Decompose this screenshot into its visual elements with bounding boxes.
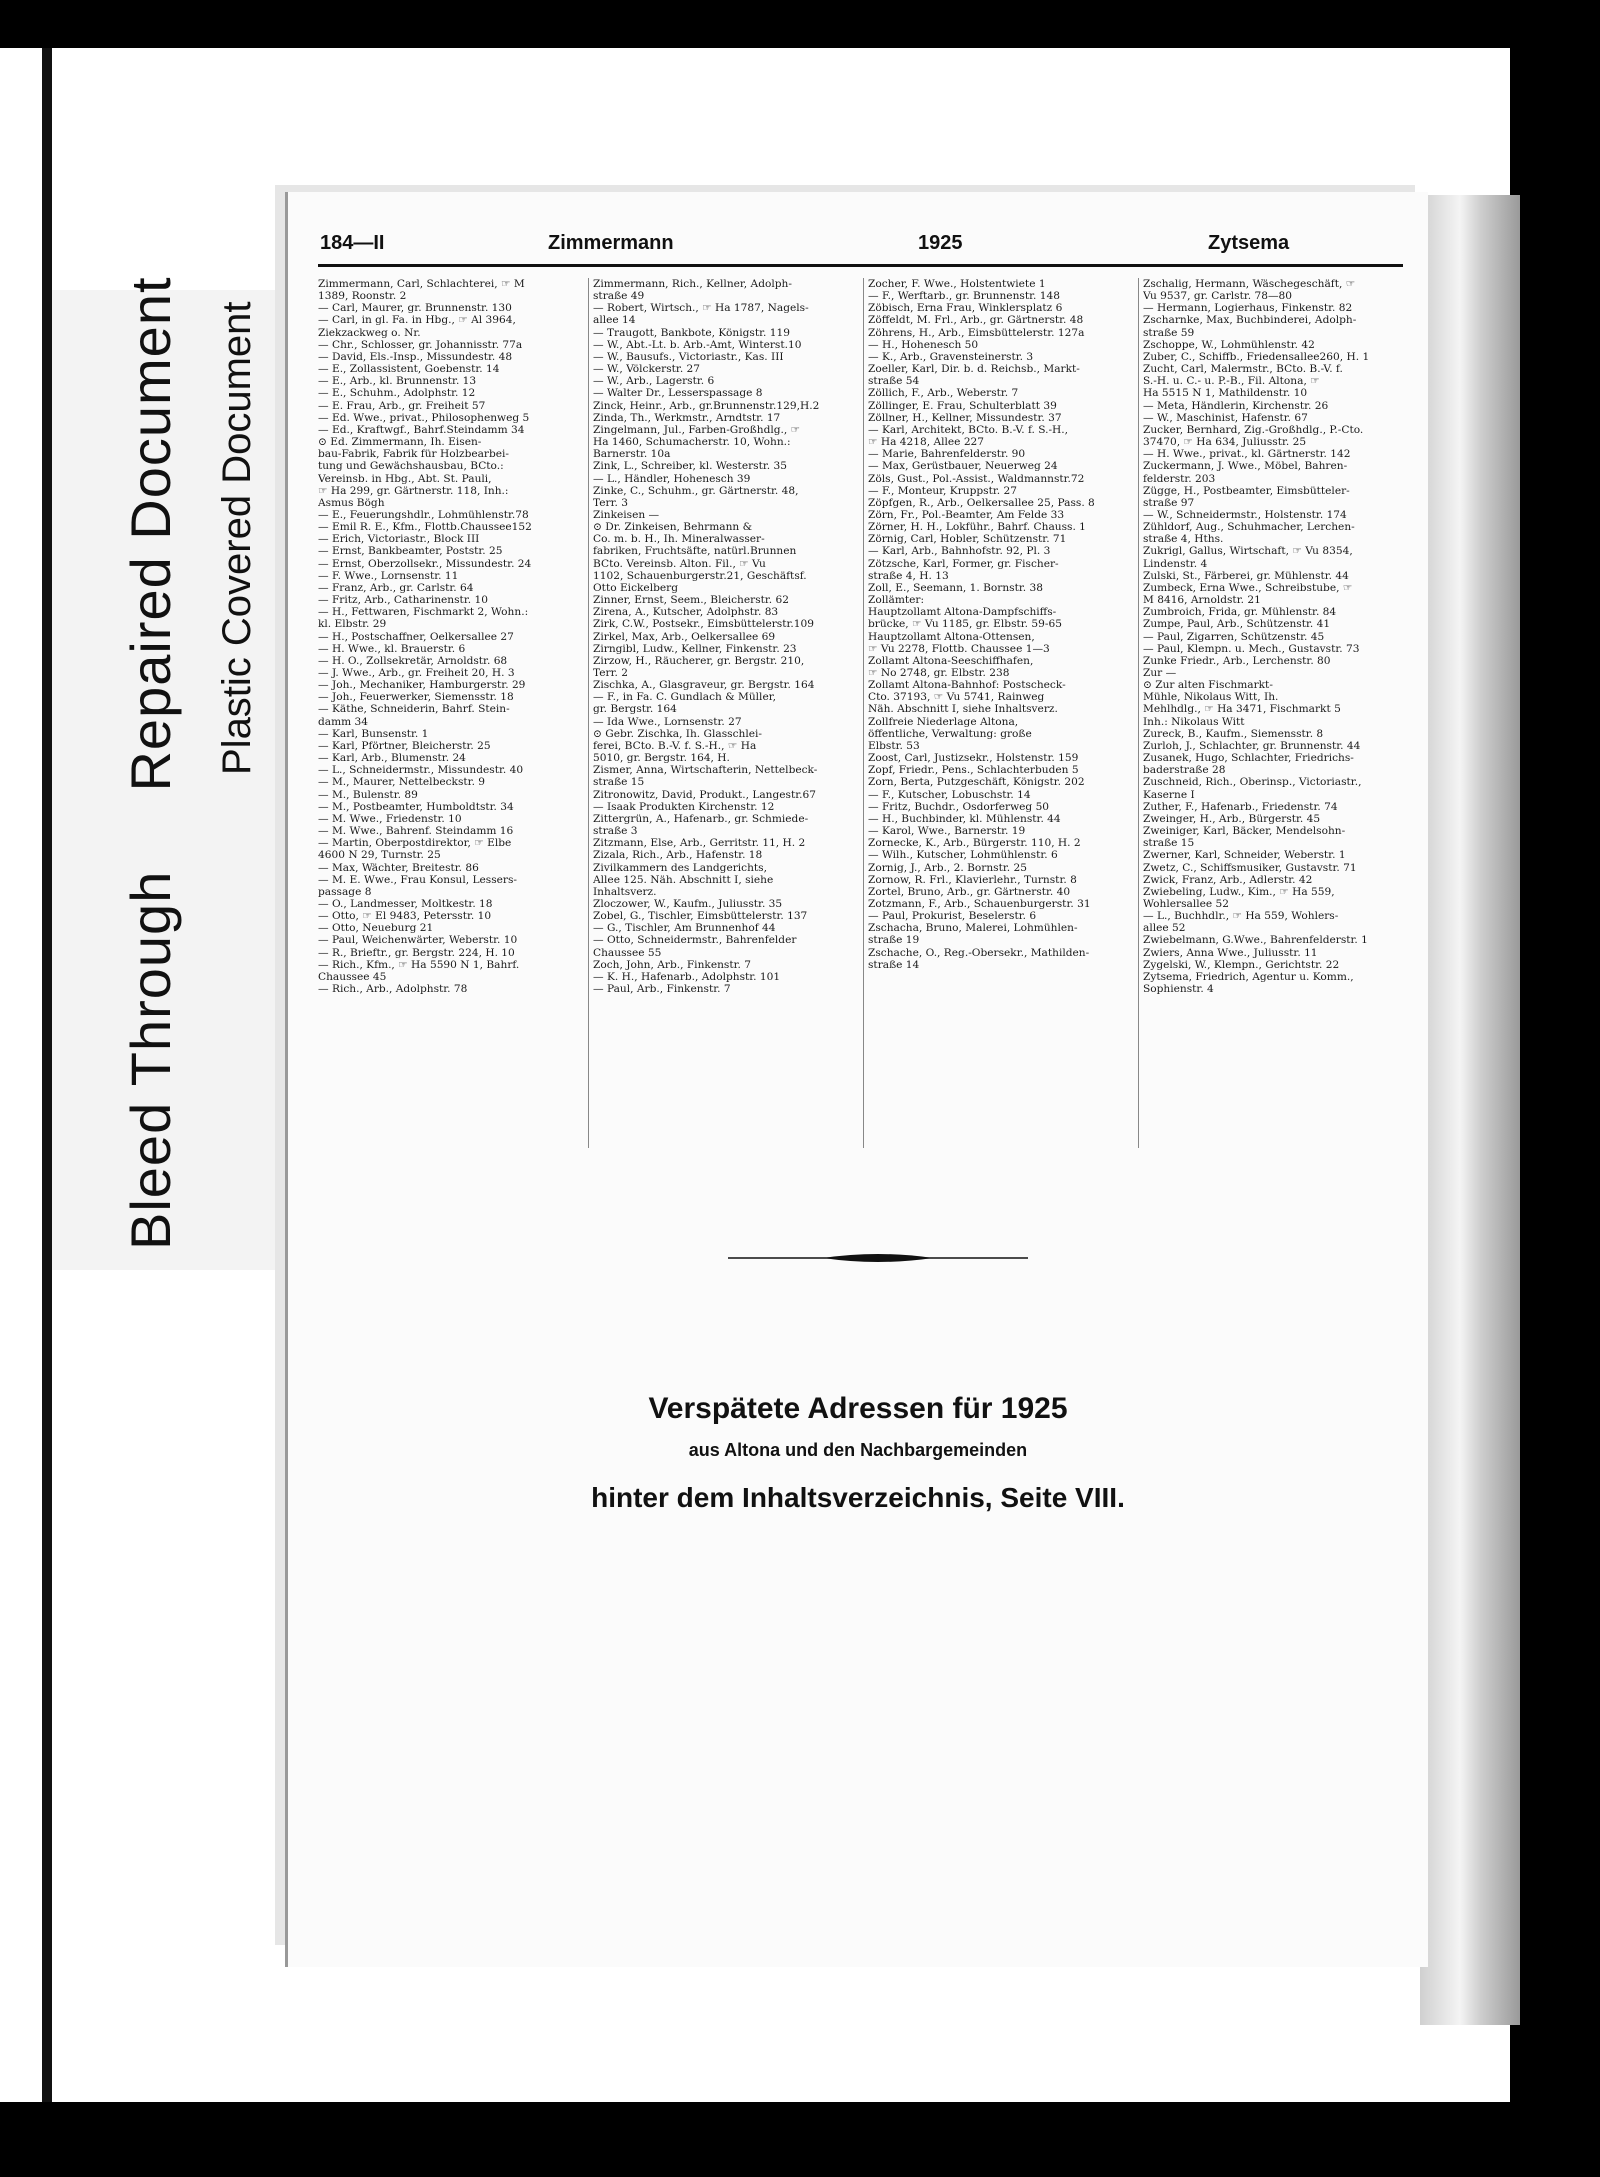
directory-entry: — H., Fettwaren, Fischmarkt 2, Wohn.: — [318, 606, 529, 619]
directory-entry: straße 49 — [593, 290, 645, 303]
directory-entry: Zusanek, Hugo, Schlachter, Friedrichs- — [1143, 752, 1354, 765]
directory-entry: Mühle, Nikolaus Witt, Ih. — [1143, 691, 1279, 704]
directory-entry: Zumbroich, Frida, gr. Mühlenstr. 84 — [1143, 606, 1337, 619]
directory-column — [1143, 278, 1411, 995]
directory-entry: Co. m. b. H., Ih. Mineralwasser- — [593, 533, 765, 546]
directory-entry: Zitronowitz, David, Produkt., Langestr.67 — [593, 788, 816, 801]
directory-entry: straße 15 — [593, 776, 645, 789]
directory-entry: Zörnig, Carl, Hobler, Schützenstr. 71 — [868, 533, 1067, 546]
directory-entry: Zur — — [1143, 667, 1177, 679]
directory-entry: 4600 N 29, Turnstr. 25 — [318, 849, 441, 862]
directory-entry: Zizala, Rich., Arb., Hafenstr. 18 — [593, 849, 763, 862]
directory-entry: — L., Händler, Hohenesch 39 — [593, 472, 751, 485]
directory-entry: Zornow, R. Frl., Klavierlehr., Turnstr. 8 — [868, 873, 1077, 886]
directory-entry: — Hermann, Logierhaus, Finkenstr. 82 — [1143, 302, 1353, 315]
directory-entry: Zöpfgen, R., Arb., Oelkersallee 25, Pass. 8 — [868, 496, 1095, 509]
directory-entry: Zoeller, Karl, Dir. b. d. Reichsb., Markt- — [868, 363, 1080, 376]
directory-entry: Näh. Abschnitt I, siehe Inhaltsverz. — [868, 703, 1058, 716]
directory-entry: Zollämter: — [868, 594, 925, 607]
directory-entry: Zirkel, Max, Arb., Oelkersallee 69 — [593, 630, 776, 643]
directory-entry: Elbstr. 53 — [868, 739, 920, 752]
directory-entry: fabriken, Fruchtsäfte, natürl.Brunnen — [593, 545, 797, 558]
directory-entry: — H. O., Zollsekretär, Arnoldstr. 68 — [318, 654, 508, 667]
directory-entry: baderstraße 28 — [1143, 764, 1226, 777]
page-edge — [1420, 195, 1520, 2025]
directory-entry: — W., Bausufs., Victoriastr., Kas. III — [593, 350, 784, 363]
directory-entry: — Karl, Pförtner, Bleicherstr. 25 — [318, 739, 491, 752]
directory-entry: Zwiebelmann, G.Wwe., Bahrenfelderstr. 1 — [1143, 934, 1368, 947]
directory-entry: straße 4, Hths. — [1143, 533, 1224, 546]
directory-entry: Lindenstr. 4 — [1143, 557, 1208, 570]
directory-entry: — L., Schneidermstr., Missundestr. 40 — [318, 764, 524, 777]
directory-entry: S.-H. u. C.- u. P.-B., Fil. Altona, ☞ — [1143, 375, 1320, 388]
directory-entry: — Ernst, Oberzollsekr., Missundestr. 24 — [318, 557, 532, 570]
directory-entry: Zirngibl, Ludw., Kellner, Finkenstr. 23 — [593, 642, 797, 655]
directory-entry: Ha 1460, Schumacherstr. 10, Wohn.: — [593, 436, 791, 449]
directory-entry: Zweiniger, Karl, Bäcker, Mendelsohn- — [1143, 825, 1346, 838]
directory-entry: 1102, Schauenburgerstr.21, Geschäftsf. — [593, 569, 807, 582]
directory-entry: — Ida Wwe., Lornsenstr. 27 — [593, 715, 742, 728]
directory-entry: — Meta, Händlerin, Kirchenstr. 26 — [1143, 399, 1329, 412]
directory-entry: — E., Arb., kl. Brunnenstr. 13 — [318, 375, 477, 388]
directory-entry: Wohlersallee 52 — [1143, 897, 1230, 910]
directory-entry: — Paul, Weichenwärter, Weberstr. 10 — [318, 934, 518, 947]
directory-entry: ferei, BCto. B.-V. f. S.-H., ☞ Ha — [593, 739, 757, 752]
header-year: 1925 — [918, 232, 963, 254]
directory-entry: Cto. 37193, ☞ Vu 5741, Rainweg — [868, 691, 1045, 704]
directory-entry: — Traugott, Bankbote, Königstr. 119 — [593, 326, 790, 339]
directory-entry: — M., Maurer, Nettelbeckstr. 9 — [318, 776, 486, 789]
directory-entry: Zingelmann, Jul., Farben-Großhdlg., ☞ — [593, 423, 801, 436]
directory-entry: — M. Wwe., Bahrenf. Steindamm 16 — [318, 825, 514, 838]
column-divider — [863, 278, 864, 1148]
directory-entry: ⊙ Ed. Zimmermann, Ih. Eisen- — [318, 436, 482, 449]
directory-entry: Zivilkammern des Landgerichts, — [593, 861, 767, 874]
directory-entry: Zinner, Ernst, Seem., Bleicherstr. 62 — [593, 594, 790, 607]
directory-entry: Otto Eickelberg — [593, 581, 678, 594]
directory-entry: — Otto, Schneidermstr., Bahrenfelder — [593, 934, 797, 947]
directory-entry: kl. Elbstr. 29 — [318, 618, 387, 631]
directory-entry: Zoost, Carl, Justizsekr., Holstenstr. 159 — [868, 752, 1079, 765]
scan-border-bottom — [0, 2102, 1600, 2177]
directory-entry: Zocher, F. Wwe., Holstentwiete 1 — [868, 278, 1046, 290]
directory-entry: Zweinger, H., Arb., Bürgerstr. 45 — [1143, 812, 1321, 825]
directory-entry: Zöffeldt, M. Frl., Arb., gr. Gärtnerstr. 48 — [868, 314, 1084, 327]
directory-entry: Zortel, Bruno, Arb., gr. Gärtnerstr. 40 — [868, 885, 1071, 898]
directory-entry: Zschoppe, W., Lohmühlenstr. 42 — [1143, 338, 1315, 351]
directory-entry: Zimmermann, Rich., Kellner, Adolph- — [593, 278, 792, 290]
directory-entry: Zöhrens, H., Arb., Eimsbüttelerstr. 127a — [868, 326, 1085, 339]
directory-entry: Zügge, H., Postbeamter, Eimsbütteler- — [1143, 484, 1350, 497]
directory-entry: Zinkeisen — — [593, 508, 660, 521]
directory-entry: Zirena, A., Kutscher, Adolphstr. 83 — [593, 606, 779, 619]
directory-entry: passage 8 — [318, 885, 372, 898]
directory-entry: — H. Wwe., privat., kl. Gärtnerstr. 142 — [1143, 448, 1351, 461]
directory-entry: Zotzmann, F., Arb., Schauenburgerstr. 31 — [868, 897, 1091, 910]
directory-entry: Barnerstr. 10a — [593, 448, 671, 461]
directory-entry: Zwick, Franz, Arb., Adlerstr. 42 — [1143, 873, 1313, 886]
directory-entry: Zwerner, Karl, Schneider, Weberstr. 1 — [1143, 849, 1346, 862]
directory-entry: — Robert, Wirtsch., ☞ Ha 1787, Nagels- — [593, 302, 809, 315]
directory-entry: — W., Abt.-Lt. b. Arb.-Amt, Winterst.10 — [593, 338, 802, 351]
directory-entry: öffentliche, Verwaltung: große — [868, 727, 1032, 740]
directory-entry: tung und Gewächshausbau, BCto.: — [318, 460, 504, 473]
directory-entry: — Käthe, Schneiderin, Bahrf. Stein- — [318, 703, 510, 716]
directory-entry: Zukrigl, Gallus, Wirtschaft, ☞ Vu 8354, — [1143, 545, 1353, 558]
directory-entry: Zornecke, K., Arb., Bürgerstr. 110, H. 2 — [868, 837, 1081, 850]
directory-entry: Zscharnke, Max, Buchbinderei, Adolph- — [1143, 314, 1357, 327]
directory-entry: ⊙ Dr. Zinkeisen, Behrmann & — [593, 521, 753, 534]
directory-column — [593, 278, 861, 995]
column-divider — [588, 278, 589, 1148]
directory-entry: Zuckermann, J. Wwe., Möbel, Bahren- — [1143, 460, 1348, 473]
scan-border-top — [0, 0, 1600, 48]
directory-entry: Zurloh, J., Schlachter, gr. Brunnenstr. 44 — [1143, 739, 1361, 752]
directory-entry: Zornig, J., Arb., 2. Bornstr. 25 — [868, 861, 1027, 874]
directory-entry: — J. Wwe., Arb., gr. Freiheit 20, H. 3 — [318, 667, 515, 679]
directory-entry: — O., Landmesser, Moltkestr. 18 — [318, 897, 493, 910]
directory-entry: Terr. 3 — [593, 496, 628, 509]
directory-entry: 37470, ☞ Ha 634, Juliusstr. 25 — [1143, 436, 1307, 449]
directory-entry: straße 19 — [868, 934, 920, 947]
directory-entry: — E., Feuerungshdlr., Lohmühlenstr.78 — [318, 508, 529, 521]
directory-entry: Sophienstr. 4 — [1143, 983, 1214, 996]
directory-entry: — M. E. Wwe., Frau Konsul, Lessers- — [318, 873, 517, 886]
directory-entry: — Karol, Wwe., Barnerstr. 19 — [868, 825, 1026, 838]
directory-entry: ☞ No 2748, gr. Elbstr. 238 — [868, 667, 1010, 679]
directory-entry: — Karl, Arb., Bahnhofstr. 92, Pl. 3 — [868, 545, 1051, 558]
directory-entry: Zitzmann, Else, Arb., Gerritstr. 11, H. 2 — [593, 837, 806, 850]
directory-entry: — W., Arb., Lagerstr. 6 — [593, 375, 715, 388]
directory-entry: Zwiebeling, Ludw., Kim., ☞ Ha 559, — [1143, 885, 1335, 898]
directory-entry: Zühldorf, Aug., Schuhmacher, Lerchen- — [1143, 521, 1355, 534]
directory-entry: Zunke Friedr., Arb., Lerchenstr. 80 — [1143, 654, 1331, 667]
directory-entry: — Joh., Feuerwerker, Siemensstr. 18 — [318, 691, 514, 704]
header-rule — [318, 264, 1403, 267]
directory-entry: — Paul, Arb., Finkenstr. 7 — [593, 983, 731, 996]
directory-entry: — Carl, in gl. Fa. in Hbg., ☞ Al 3964, — [318, 314, 516, 327]
directory-entry: — W., Maschinist, Hafenstr. 67 — [1143, 411, 1308, 424]
directory-entry: Zinda, Th., Werkmstr., Arndtstr. 17 — [593, 411, 781, 424]
directory-entry: — Max, Gerüstbauer, Neuerweg 24 — [868, 460, 1058, 473]
directory-entry: Terr. 2 — [593, 667, 628, 679]
directory-entry: Inh.: Nikolaus Witt — [1143, 715, 1245, 728]
directory-columns — [318, 278, 1403, 1148]
directory-entry: — Fritz, Arb., Catharinenstr. 10 — [318, 594, 488, 607]
directory-entry: brücke, ☞ Vu 1185, gr. Elbstr. 59-65 — [868, 618, 1062, 631]
directory-entry: Zollamt Altona-Seeschiffhafen, — [868, 654, 1034, 667]
directory-entry: Zollfreie Niederlage Altona, — [868, 715, 1019, 728]
directory-entry: — F., Kutscher, Lobuschstr. 14 — [868, 788, 1031, 801]
directory-entry: Allee 125. Näh. Abschnitt I, siehe — [593, 873, 774, 886]
scan-border-right — [1510, 0, 1600, 2177]
directory-entry: Kaserne I — [1143, 788, 1195, 801]
directory-entry: Zytsema, Friedrich, Agentur u. Komm., — [1143, 970, 1354, 983]
directory-entry: — E. Frau, Arb., gr. Freiheit 57 — [318, 399, 486, 412]
directory-entry: — Chr., Schlosser, gr. Johannisstr. 77a — [318, 338, 523, 351]
directory-entry: Zschacha, Bruno, Malerei, Lohmühlen- — [868, 922, 1078, 935]
directory-entry: Inhaltsverz. — [593, 885, 657, 898]
directory-entry: — R., Brieftr., gr. Bergstr. 224, H. 10 — [318, 946, 515, 959]
directory-entry: damm 34 — [318, 715, 369, 728]
directory-entry: Vereinsb. in Hbg., Abt. St. Pauli, — [318, 472, 492, 485]
directory-entry: — Isaak Produkten Kirchenstr. 12 — [593, 800, 775, 813]
directory-entry: — Martin, Oberpostdirektor, ☞ Elbe — [318, 837, 512, 850]
directory-entry: Zinck, Heinr., Arb., gr.Brunnenstr.129,H.2 — [593, 399, 820, 412]
directory-entry: Zuschneid, Rich., Oberinsp., Victoriastr., — [1143, 776, 1362, 789]
directory-entry: Zittergrün, A., Hafenarb., gr. Schmiede- — [593, 812, 809, 825]
directory-entry: Zucker, Bernhard, Zig.-Großhdlg., P.-Cto. — [1143, 423, 1364, 436]
directory-entry: — Ed. Wwe., privat., Philosophenweg 5 — [318, 411, 530, 424]
directory-entry: Zschalig, Hermann, Wäschegeschäft, ☞ — [1143, 278, 1356, 290]
directory-entry: Zwetz, C., Schiffsmusiker, Gustavstr. 71 — [1143, 861, 1357, 874]
directory-entry: Zöbisch, Erna Frau, Winklersplatz 6 — [868, 302, 1063, 315]
directory-entry: Zumpe, Paul, Arb., Schützenstr. 41 — [1143, 618, 1331, 631]
directory-entry: 5010, gr. Bergstr. 164, H. — [593, 752, 730, 765]
directory-entry: Zismer, Anna, Wirtschafterin, Nettelbeck- — [593, 764, 818, 777]
directory-entry: Zinke, C., Schuhm., gr. Gärtnerstr. 48, — [593, 484, 799, 497]
directory-entry: — Paul, Zigarren, Schützenstr. 45 — [1143, 630, 1325, 643]
directory-entry: ⊙ Zur alten Fischmarkt- — [1143, 679, 1273, 692]
directory-entry: Zöllinger, E. Frau, Schulterblatt 39 — [868, 399, 1057, 412]
directory-entry: straße 4, H. 13 — [868, 569, 949, 582]
directory-entry: — Rich., Kfm., ☞ Ha 5590 N 1, Bahrf. — [318, 958, 520, 971]
directory-entry: Ha 5515 N 1, Mathildenstr. 10 — [1143, 387, 1308, 400]
directory-entry: — W., Völckerstr. 27 — [593, 363, 701, 376]
sidebar-label-bleed — [118, 276, 183, 1250]
directory-entry: Zopf, Friedr., Pens., Schlachterbuden 5 — [868, 764, 1079, 777]
directory-entry: M 8416, Arnoldstr. 21 — [1143, 594, 1261, 607]
directory-entry: Mehlhdlg., ☞ Ha 3471, Fischmarkt 5 — [1143, 703, 1341, 716]
directory-entry: — W., Schneidermstr., Holstenstr. 174 — [1143, 508, 1347, 521]
directory-entry: Zimmermann, Carl, Schlachterei, ☞ M — [318, 278, 525, 290]
directory-entry: — Otto, Neueburg 21 — [318, 922, 434, 935]
directory-entry: — H., Hohenesch 50 — [868, 338, 979, 351]
directory-entry: — F., Monteur, Kruppstr. 27 — [868, 484, 1017, 497]
header-left-name: Zimmermann — [548, 232, 674, 254]
directory-entry: — Karl, Architekt, BCto. B.-V. f. S.-H., — [868, 423, 1069, 436]
directory-entry: — Karl, Bunsenstr. 1 — [318, 727, 429, 740]
directory-entry: Zobel, G., Tischler, Eimsbüttelerstr. 137 — [593, 910, 808, 923]
directory-entry: Ziekzackweg o. Nr. — [318, 326, 421, 339]
directory-entry: — H. Wwe., kl. Brauerstr. 6 — [318, 642, 466, 655]
directory-entry: — M. Wwe., Friedenstr. 10 — [318, 812, 462, 825]
directory-entry: — G., Tischler, Am Brunnenhof 44 — [593, 922, 776, 935]
directory-entry: — Wilh., Kutscher, Lohmühlenstr. 6 — [868, 849, 1058, 862]
directory-entry: — Emil R. E., Kfm., Flottb.Chaussee152 — [318, 521, 532, 534]
directory-entry: — Ed., Kraftwgf., Bahrf.Steindamm 34 — [318, 423, 525, 436]
directory-entry: ⊙ Gebr. Zischka, Ih. Glasschlei- — [593, 727, 762, 740]
directory-entry: Zollamt Altona-Bahnhof: Postscheck- — [868, 679, 1066, 692]
bleed-through-label: Bleed Through — [119, 870, 182, 1250]
notice-subtitle: aus Altona und den Nachbargemeinden — [688, 1440, 1028, 1460]
directory-entry: — David, Els.-Insp., Missundestr. 48 — [318, 350, 513, 363]
directory-entry: 1389, Roonstr. 2 — [318, 290, 407, 303]
directory-entry: ☞ Vu 2278, Flottb. Chaussee 1—3 — [868, 642, 1050, 655]
directory-entry: Zötzsche, Karl, Former, gr. Fischer- — [868, 557, 1059, 570]
notice-title: Verspätete Adressen für 1925 — [648, 1392, 1068, 1425]
directory-entry: straße 14 — [868, 958, 920, 971]
directory-entry: straße 59 — [1143, 326, 1195, 339]
notice-reference: hinter dem Inhaltsverzeichnis, Seite VIII. — [591, 1482, 1125, 1513]
directory-entry: Vu 9537, gr. Carlstr. 78—80 — [1143, 290, 1293, 303]
directory-entry: Zulski, St., Färberei, gr. Mühlenstr. 44 — [1143, 569, 1349, 582]
directory-entry: — Ernst, Bankbeamter, Poststr. 25 — [318, 545, 503, 558]
directory-entry: — E., Zollassistent, Goebenstr. 14 — [318, 363, 500, 376]
directory-entry: — M., Bulenstr. 89 — [318, 788, 418, 801]
column-divider — [1138, 278, 1139, 1148]
directory-entry: Chaussee 45 — [318, 970, 387, 983]
directory-entry: Zumbeck, Erna Wwe., Schreibstube, ☞ — [1143, 581, 1353, 594]
directory-entry: — Joh., Mechaniker, Hamburgerstr. 29 — [318, 679, 526, 692]
directory-entry: Zorn, Berta, Putzgeschäft, Königstr. 202 — [868, 776, 1085, 789]
directory-entry: — Carl, Maurer, gr. Brunnenstr. 130 — [318, 302, 512, 315]
directory-entry: — Otto, ☞ El 9483, Petersstr. 10 — [318, 910, 492, 923]
repaired-document-label: Repaired Document — [119, 276, 182, 792]
directory-entry: — Paul, Klempn. u. Mech., Gustavstr. 73 — [1143, 642, 1360, 655]
directory-entry: ☞ Ha 299, gr. Gärtnerstr. 118, Inh.: — [318, 484, 509, 497]
directory-entry: Zucht, Carl, Malermstr., BCto. B.-V. f. — [1143, 363, 1343, 376]
directory-entry: ☞ Ha 4218, Allee 227 — [868, 436, 985, 449]
directory-entry: — Erich, Victoriastr., Block III — [318, 533, 480, 546]
directory-entry: — M., Postbeamter, Humboldtstr. 34 — [318, 800, 514, 813]
directory-entry: — Marie, Bahrenfelderstr. 90 — [868, 448, 1026, 461]
directory-page — [285, 192, 1428, 1967]
directory-entry: Zörner, H. H., Lokführ., Bahrf. Chauss. 1 — [868, 521, 1086, 534]
directory-entry: — E., Schuhm., Adolphstr. 12 — [318, 387, 476, 400]
directory-entry: straße 97 — [1143, 496, 1195, 509]
directory-entry: — Paul, Prokurist, Beselerstr. 6 — [868, 910, 1037, 923]
directory-entry: Zureck, B., Kaufm., Siemensstr. 8 — [1143, 727, 1324, 740]
directory-entry: felderstr. 203 — [1143, 472, 1216, 485]
directory-column — [868, 278, 1136, 971]
ornament-divider — [728, 1252, 1028, 1264]
directory-entry: Zöllner, H., Kellner, Missundestr. 37 — [868, 411, 1062, 424]
directory-entry: Zink, L., Schreiber, kl. Westerstr. 35 — [593, 460, 787, 473]
directory-entry: — H., Postschaffner, Oelkersallee 27 — [318, 630, 514, 643]
directory-entry: — K. H., Hafenarb., Adolphstr. 101 — [593, 970, 781, 983]
directory-entry: — Franz, Arb., gr. Carlstr. 64 — [318, 581, 474, 594]
directory-entry: straße 3 — [593, 825, 638, 838]
directory-entry: allee 52 — [1143, 922, 1186, 935]
directory-entry: — Rich., Arb., Adolphstr. 78 — [318, 983, 468, 996]
directory-column — [318, 278, 586, 995]
directory-entry: — K., Arb., Gravensteinerstr. 3 — [868, 350, 1034, 363]
directory-entry: Zoch, John, Arb., Finkenstr. 7 — [593, 958, 751, 971]
page-header — [318, 232, 1413, 262]
directory-entry: Zuther, F., Hafenarb., Friedenstr. 74 — [1143, 800, 1338, 813]
directory-entry: gr. Bergstr. 164 — [593, 703, 677, 716]
directory-entry: — F. Wwe., Lornsenstr. 11 — [318, 569, 459, 582]
directory-entry: — Karl, Arb., Blumenstr. 24 — [318, 752, 466, 765]
page-number: 184—II — [320, 232, 385, 254]
directory-entry: Zöllich, F., Arb., Weberstr. 7 — [868, 387, 1019, 400]
directory-entry: Chaussee 55 — [593, 946, 662, 959]
directory-entry: Zöls, Gust., Pol.-Assist., Waldmannstr.72 — [868, 472, 1085, 485]
directory-entry: Zloczower, W., Kaufm., Juliusstr. 35 — [593, 897, 783, 910]
directory-entry: Zoll, E., Seemann, 1. Bornstr. 38 — [868, 581, 1043, 594]
directory-entry: Hauptzollamt Altona-Ottensen, — [868, 630, 1035, 643]
directory-entry: BCto. Vereinsb. Alton. Fil., ☞ Vu — [593, 557, 766, 570]
plastic-covered-label: Plastic Covered Document — [215, 301, 259, 775]
header-right-name: Zytsema — [1208, 232, 1290, 254]
directory-entry: — F., in Fa. C. Gundlach & Müller, — [593, 691, 776, 704]
directory-entry: allee 14 — [593, 314, 636, 327]
directory-entry: Zwiers, Anna Wwe., Juliusstr. 11 — [1143, 946, 1318, 959]
directory-entry: Zschache, O., Reg.-Obersekr., Mathilden- — [868, 946, 1090, 959]
directory-entry: Zuber, C., Schiffb., Friedensallee260, H. 1 — [1143, 350, 1370, 363]
directory-entry: straße 54 — [868, 375, 920, 388]
directory-entry: — Walter Dr., Lesserspassage 8 — [593, 387, 763, 400]
directory-entry: straße 15 — [1143, 837, 1195, 850]
directory-entry: Zygelski, W., Klempn., Gerichtstr. 22 — [1143, 958, 1340, 971]
directory-entry: bau-Fabrik, Fabrik für Holzbearbei- — [318, 448, 510, 461]
directory-entry: Zörn, Fr., Pol.-Beamter, Am Felde 33 — [868, 508, 1065, 521]
directory-entry: — F., Werftarb., gr. Brunnenstr. 148 — [868, 290, 1060, 303]
directory-entry: — H., Buchbinder, kl. Mühlenstr. 44 — [868, 812, 1061, 825]
directory-entry: Zirzow, H., Räucherer, gr. Bergstr. 210, — [593, 654, 805, 667]
directory-entry: Zischka, A., Glasgraveur, gr. Bergstr. 164 — [593, 679, 815, 692]
directory-entry: — L., Buchhdlr., ☞ Ha 559, Wohlers- — [1143, 910, 1339, 923]
directory-entry: — Max, Wächter, Breitestr. 86 — [318, 861, 479, 874]
directory-entry: Hauptzollamt Altona-Dampfschiffs- — [868, 606, 1057, 619]
directory-entry: Asmus Bögh — [318, 496, 385, 509]
directory-entry: — Fritz, Buchdr., Osdorferweg 50 — [868, 800, 1050, 813]
directory-entry: Zirk, C.W., Postsekr., Eimsbüttelerstr.109 — [593, 618, 814, 631]
